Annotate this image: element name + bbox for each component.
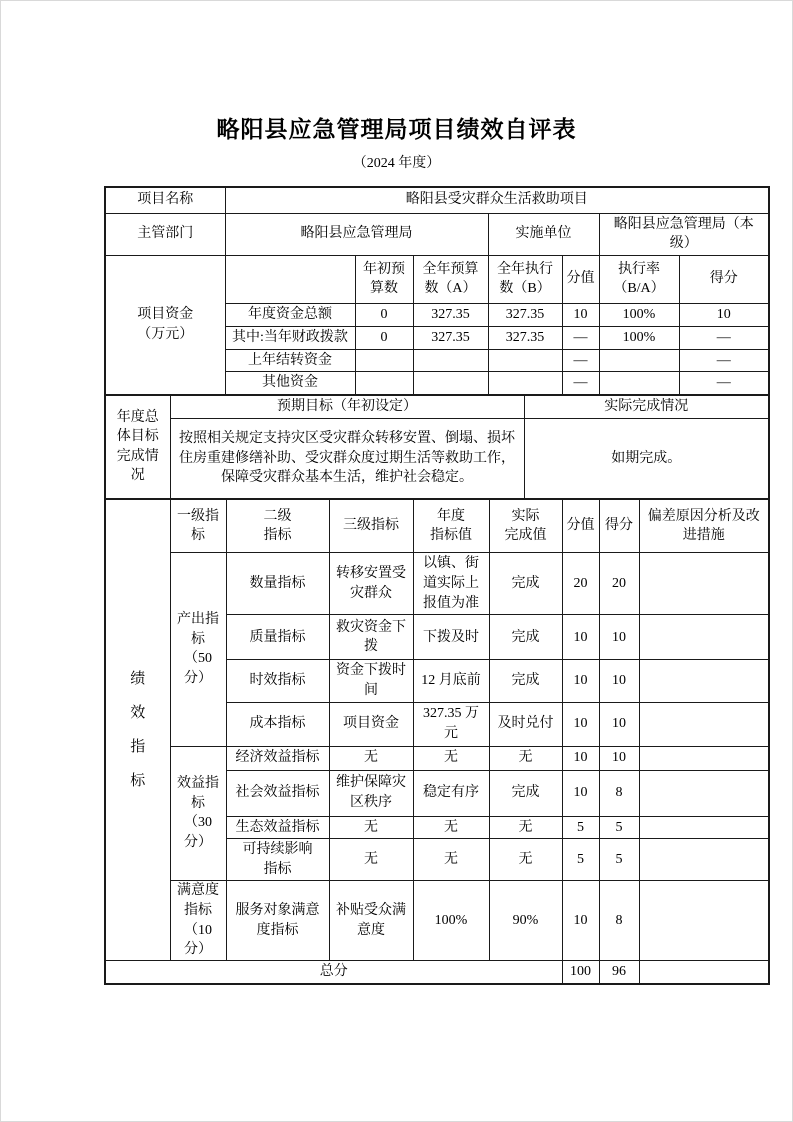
department-row (105, 213, 769, 255)
actual-cell: 无 (489, 816, 562, 839)
group-label-satisfaction (170, 881, 226, 960)
funds-header-row (105, 255, 769, 303)
level3-cell: 项目资金 (329, 702, 413, 746)
funds-header-exec-l2: 数（B） (499, 281, 551, 297)
funds-budget: 327.35 (413, 326, 488, 349)
level2-cell: 质量指标 (226, 615, 329, 660)
funds-header-rate-l1: 执行率 (618, 261, 660, 277)
funds-score: — (679, 349, 769, 372)
level2-cell: 经济效益指标 (226, 746, 329, 770)
info-funds-table (104, 186, 770, 396)
annual-cell: 稳定有序 (413, 770, 489, 816)
deviation-cell (639, 660, 769, 702)
funds-score: 10 (679, 303, 769, 326)
funds-header-budget-l2: 数（A） (424, 281, 477, 297)
total-label: 总分 (105, 960, 562, 984)
deviation-cell (639, 702, 769, 746)
level2-l2: 指标 (263, 861, 292, 877)
funds-initial (355, 349, 413, 372)
header-level2-l2: 指标 (263, 528, 292, 544)
header-score: 得分 (599, 499, 639, 553)
funds-exec: 327.35 (488, 326, 562, 349)
deviation-cell (639, 816, 769, 839)
deviation-cell (639, 881, 769, 960)
funds-budget: 327.35 (413, 303, 488, 326)
level2-cell: 生态效益指标 (226, 816, 329, 839)
score-value-cell: 10 (562, 770, 599, 816)
annual-cell: 无 (413, 816, 489, 839)
evaluation-table (104, 186, 768, 985)
goal-actual-header: 实际完成情况 (524, 395, 769, 419)
funds-header-budget (413, 255, 488, 303)
level2-cell: 数量指标 (226, 553, 329, 615)
header-level2-l1: 二级 (263, 508, 292, 524)
funds-exec (488, 372, 562, 395)
level3-cell: 无 (329, 816, 413, 839)
annual-cell: 以镇、街道实际上报值为准 (413, 553, 489, 615)
group-output-l1: 产出指标 (177, 612, 219, 647)
funds-initial: 0 (355, 326, 413, 349)
score-cell: 5 (599, 839, 639, 881)
level2-l1: 可持续影响 (242, 842, 313, 858)
indicators-section-label-cell (105, 499, 170, 960)
score-value-cell: 5 (562, 816, 599, 839)
indicators-header-row (105, 499, 769, 553)
indicator-row-economic (105, 746, 769, 770)
score-cell: 20 (599, 553, 639, 615)
header-annual-l1: 年度 (437, 508, 465, 524)
funds-label-line2: （万元） (137, 326, 194, 342)
project-name-row (105, 187, 769, 213)
total-score: 96 (599, 960, 639, 984)
level3-cell: 维护保障灾区秩序 (329, 770, 413, 816)
actual-cell: 完成 (489, 553, 562, 615)
indicator-row-satisfaction (105, 881, 769, 960)
header-deviation: 偏差原因分析及改进措施 (639, 499, 769, 553)
funds-exec: 327.35 (488, 303, 562, 326)
score-cell: 5 (599, 816, 639, 839)
impl-unit-value: 略阳县应急管理局（本级） (599, 213, 769, 255)
level2-cell: 社会效益指标 (226, 770, 329, 816)
funds-header-score: 得分 (679, 255, 769, 303)
funds-header-initial: 年初预算数 (355, 255, 413, 303)
funds-header-rate-l2: （B/A） (613, 281, 665, 297)
funds-row-label: 其中:当年财政拨款 (225, 326, 355, 349)
goal-actual-text: 如期完成。 (524, 419, 769, 499)
score-value-cell: 20 (562, 553, 599, 615)
funds-initial (355, 372, 413, 395)
deviation-cell (639, 770, 769, 816)
funds-exec (488, 349, 562, 372)
dept-value: 略阳县应急管理局 (225, 213, 488, 255)
page-subtitle: （2024 年度） (352, 156, 441, 171)
funds-rate (599, 372, 679, 395)
level3-cell: 无 (329, 746, 413, 770)
project-name-label: 项目名称 (105, 187, 225, 213)
group-output-l2: （50分） (184, 651, 212, 687)
header-level3: 三级指标 (329, 499, 413, 553)
funds-budget (413, 372, 488, 395)
score-cell: 8 (599, 770, 639, 816)
score-cell: 10 (599, 615, 639, 660)
score-value-cell: 10 (562, 702, 599, 746)
deviation-cell (639, 746, 769, 770)
indicator-row-quantity (105, 553, 769, 615)
indicators-section-label: 绩效指标 (130, 670, 146, 789)
funds-rate (599, 349, 679, 372)
funds-score-value: — (562, 326, 599, 349)
header-annual-l2: 指标值 (430, 528, 472, 544)
funds-initial: 0 (355, 303, 413, 326)
actual-cell: 完成 (489, 615, 562, 660)
level3-cell: 救灾资金下拨 (329, 615, 413, 660)
level3-cell: 转移安置受灾群众 (329, 553, 413, 615)
group-benefit-l1: 效益指标 (177, 776, 219, 811)
score-cell: 10 (599, 746, 639, 770)
funds-score: — (679, 326, 769, 349)
level2-cell: 成本指标 (226, 702, 329, 746)
header-level1: 一级指标 (170, 499, 226, 553)
score-value-cell: 5 (562, 839, 599, 881)
funds-score: — (679, 372, 769, 395)
goal-expected-header: 预期目标（年初设定） (170, 395, 524, 419)
score-cell: 10 (599, 702, 639, 746)
score-value-cell: 10 (562, 746, 599, 770)
score-value-cell: 10 (562, 881, 599, 960)
project-name-value: 略阳县受灾群众生活救助项目 (225, 187, 769, 213)
funds-score-value: — (562, 349, 599, 372)
total-deviation (639, 960, 769, 984)
header-actual-l1: 实际 (511, 508, 540, 524)
funds-header-exec-l1: 全年执行 (497, 261, 553, 277)
level2-cell: 时效指标 (226, 660, 329, 702)
funds-score-value: — (562, 372, 599, 395)
score-value-cell: 10 (562, 615, 599, 660)
dept-label: 主管部门 (105, 213, 225, 255)
actual-cell: 无 (489, 746, 562, 770)
deviation-cell (639, 839, 769, 881)
header-annual (413, 499, 489, 553)
indicators-table (104, 498, 770, 985)
funds-row-label: 其他资金 (225, 372, 355, 395)
funds-header-rate (599, 255, 679, 303)
group-label-benefit (170, 746, 226, 881)
funds-row-label: 上年结转资金 (225, 349, 355, 372)
group-satisfaction-l2: （10分） (184, 922, 212, 958)
level2-cell (226, 839, 329, 881)
group-label-output (170, 553, 226, 746)
header-actual (489, 499, 562, 553)
funds-header-empty (225, 255, 355, 303)
score-value-cell: 10 (562, 660, 599, 702)
funds-row-label: 年度资金总额 (225, 303, 355, 326)
actual-cell: 及时兑付 (489, 702, 562, 746)
annual-cell: 12 月底前 (413, 660, 489, 702)
header-score-value: 分值 (562, 499, 599, 553)
funds-rate: 100% (599, 326, 679, 349)
actual-cell: 完成 (489, 770, 562, 816)
goal-section-label: 年度总体目标完成情况 (105, 395, 170, 499)
actual-cell: 90% (489, 881, 562, 960)
group-satisfaction-l1: 满意度指标 (177, 883, 219, 918)
level2-cell: 服务对象满意度指标 (226, 881, 329, 960)
funds-section-label (105, 255, 225, 395)
annual-cell: 无 (413, 839, 489, 881)
score-cell: 8 (599, 881, 639, 960)
annual-cell: 100% (413, 881, 489, 960)
goal-table (104, 394, 770, 500)
funds-label-line1: 项目资金 (137, 307, 194, 323)
header-level2 (226, 499, 329, 553)
level3-cell: 资金下拨时间 (329, 660, 413, 702)
annual-cell: 无 (413, 746, 489, 770)
total-row (105, 960, 769, 984)
deviation-cell (639, 553, 769, 615)
funds-rate: 100% (599, 303, 679, 326)
goal-header-row (105, 395, 769, 419)
level3-cell: 无 (329, 839, 413, 881)
actual-cell: 完成 (489, 660, 562, 702)
annual-cell: 下拨及时 (413, 615, 489, 660)
goal-content-row (105, 419, 769, 499)
annual-cell: 327.35 万元 (413, 702, 489, 746)
funds-header-score-value: 分值 (562, 255, 599, 303)
funds-header-budget-l1: 全年预算 (422, 261, 479, 277)
page-title: 略阳县应急管理局项目绩效自评表 (216, 116, 577, 142)
total-score-value: 100 (562, 960, 599, 984)
funds-budget (413, 349, 488, 372)
funds-header-exec (488, 255, 562, 303)
level3-cell: 补贴受众满意度 (329, 881, 413, 960)
goal-expected-text: 按照相关规定支持灾区受灾群众转移安置、倒塌、损坏住房重建修缮补助、受灾群众度过期生活等救助工作，保障受灾群众基本生活，维护社会稳定。 (170, 419, 524, 499)
deviation-cell (639, 615, 769, 660)
header-actual-l2: 完成值 (504, 528, 547, 544)
group-benefit-l2: （30分） (184, 815, 212, 851)
actual-cell: 无 (489, 839, 562, 881)
score-cell: 10 (599, 660, 639, 702)
funds-score-value: 10 (562, 303, 599, 326)
impl-unit-label: 实施单位 (488, 213, 599, 255)
